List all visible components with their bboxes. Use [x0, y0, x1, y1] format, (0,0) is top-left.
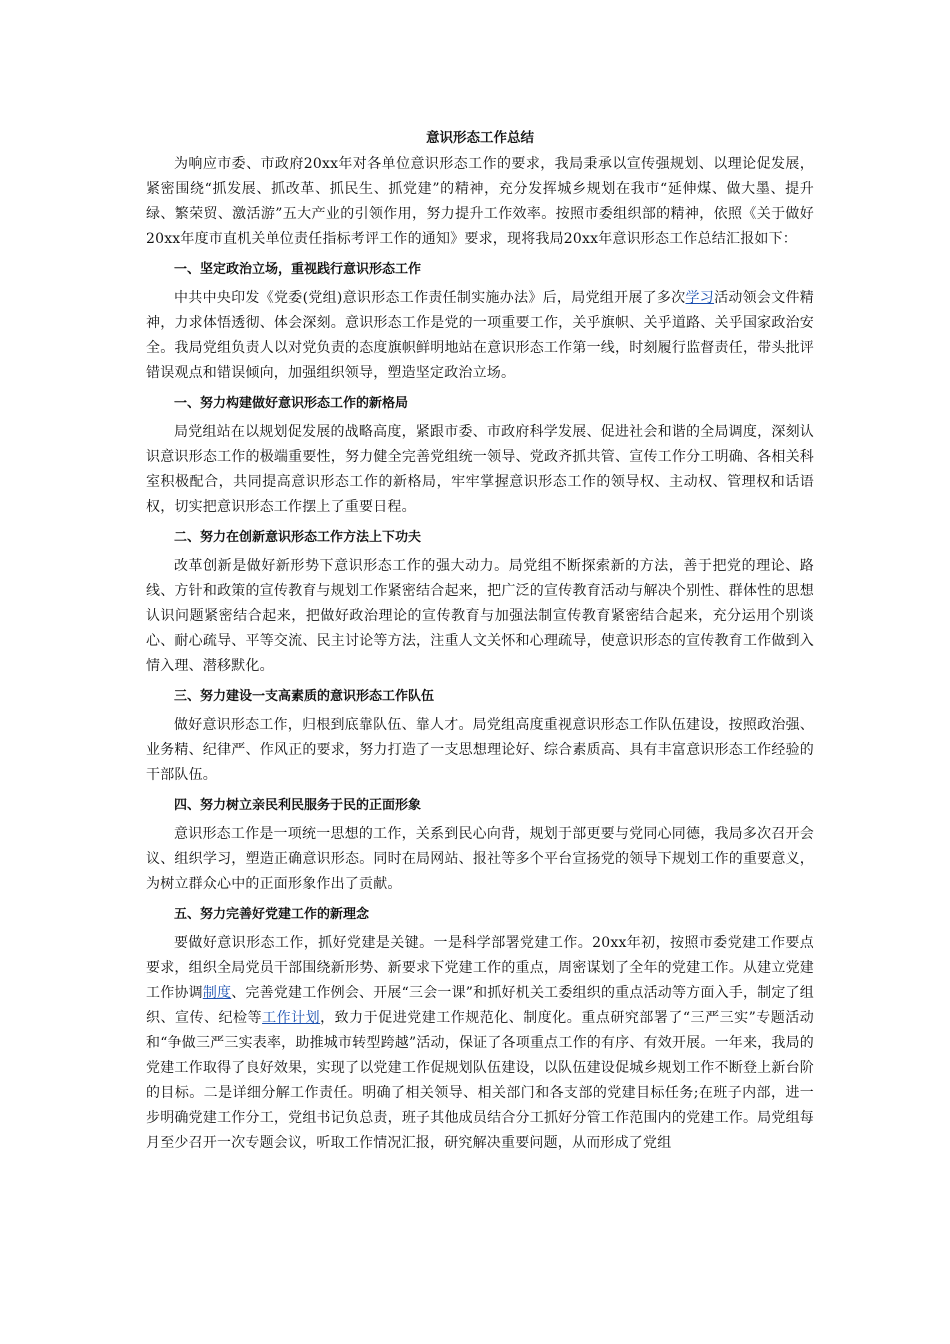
system-link[interactable]: 制度	[202, 985, 232, 1001]
section-heading-0: 一、坚定政治立场，重视践行意识形态工作	[174, 262, 422, 277]
section-paragraph-3: 做好意识形态工作，归根到底靠队伍、靠人才。局党组高度重视意识形态工作队伍建设，按照政治强、业务精、纪律严、作风正的要求，努力打造了一支思想理论好、综合素质高、具有丰富意识形态工作经验的干部队伍。	[146, 717, 814, 783]
paragraph-text: ，致力于促进党建工作规范化、制度化。重点研究部署了“三严三实”专题活动和“争做三严三实表率，助推城市转型跨越”活动，保证了各项重点工作的有序、有效开展。一年来，我局的党建工作取得了良好效果，实现了以党建工作促规划队伍建设，以队伍建设促城乡规划工作不断登上新台阶的目标。二是详细分解工作责任。明确了相关领导、相关部门和各支部的党建目标任务;在班子内部，进一步明确党建工作分工，党组书记负总责，班子其他成员结合分工抓好分管工作范围内的党建工作。局党组每月至少召开一次专题会议，听取工作情况汇报，研究解决重要问题，从而形成了党组	[146, 1010, 814, 1151]
section-heading-5: 五、努力完善好党建工作的新理念	[174, 907, 370, 922]
section-heading-2: 二、努力在创新意识形态工作方法上下功夫	[174, 530, 422, 545]
section-heading-1: 一、努力构建做好意识形态工作的新格局	[174, 396, 409, 411]
paragraph-text: 中共中央印发《党委(党组)意识形态工作责任制实施办法》后，局党组开展了多次	[174, 290, 686, 306]
document-page	[146, 118, 814, 1156]
paragraph-text: 活动领会文件精神，力求体悟透彻、体会深刻。意识形态工作是党的一项重要工作，关乎旗帜、关乎道路、关乎国家政治安全。我局党组负责人以对党负责的态度旗帜鲜明地站在意识形态工作第一线，时刻履行监督责任，带头批评错误观点和错误倾向，加强组织领导，塑造坚定政治立场。	[146, 290, 814, 381]
section-paragraph-2: 改革创新是做好新形势下意识形态工作的强大动力。局党组不断探索新的方法，善于把党的理论、路线、方针和政策的宣传教育与规划工作紧密结合起来，把广泛的宣传教育活动与解决个别性、群体性的思想认识问题紧密结合起来，把做好政治理论的宣传教育与加强法制宣传教育紧密结合起来，充分运用个别谈心、耐心疏导、平等交流、民主讨论等方法，注重人文关怀和心理疏导，使意识形态的宣传教育工作做到入情入理、潜移默化。	[146, 558, 814, 674]
intro-paragraph: 为响应市委、市政府20xx年对各单位意识形态工作的要求，我局秉承以宣传强规划、以理论促发展，紧密围绕“抓发展、抓改革、抓民生、抓党建”的精神，充分发挥城乡规划在我市“延伸煤、做大墨、提升绿、繁荣贸、激活游”五大产业的引领作用，努力提升工作效率。按照市委组织部的精神，依照《关于做好20xx年度市直机关单位责任指标考评工作的通知》要求，现将我局20xx年意识形态工作总结汇报如下：	[146, 156, 814, 247]
section-paragraph-5	[146, 931, 814, 1156]
section-heading-3: 三、努力建设一支高素质的意识形态工作队伍	[174, 689, 435, 704]
section-heading-4: 四、努力树立亲民利民服务于民的正面形象	[174, 798, 422, 813]
paragraph-text: 、完善党建工作例会、开展“三会一课”和抓好机关工委组织的重点活动等方面入手，制定了组织、宣传、纪检等	[146, 985, 814, 1026]
section-paragraph-0	[146, 286, 814, 386]
section-paragraph-4: 意识形态工作是一项统一思想的工作，关系到民心向背，规划于部更要与党同心同德，我局多次召开会议、组织学习，塑造正确意识形态。同时在局网站、报社等多个平台宣扬党的领导下规划工作的重要意义，为树立群众心中的正面形象作出了贡献。	[146, 826, 814, 892]
document-title: 意识形态工作总结	[426, 130, 534, 146]
work-plan-link[interactable]: 工作计划	[262, 1010, 321, 1026]
study-link[interactable]: 学习	[685, 290, 715, 306]
section-paragraph-1: 局党组站在以规划促发展的战略高度，紧跟市委、市政府科学发展、促进社会和谐的全局调度，深刻认识意识形态工作的极端重要性，努力健全完善党组统一领导、党政齐抓共管、宣传工作分工明确、各相关科室积极配合，共同提高意识形态工作的新格局，牢牢掌握意识形态工作的领导权、主动权、管理权和话语权，切实把意识形态工作摆上了重要日程。	[146, 424, 814, 515]
paragraph-text: 要做好意识形态工作，抓好党建是关键。一是科学部署党建工作。20xx年初，按照市委党建工作要点要求，组织全局党员干部围绕新形势、新要求下党建工作的重点，周密谋划了全年的党建工作。从建立党建工作协调	[146, 935, 814, 1001]
